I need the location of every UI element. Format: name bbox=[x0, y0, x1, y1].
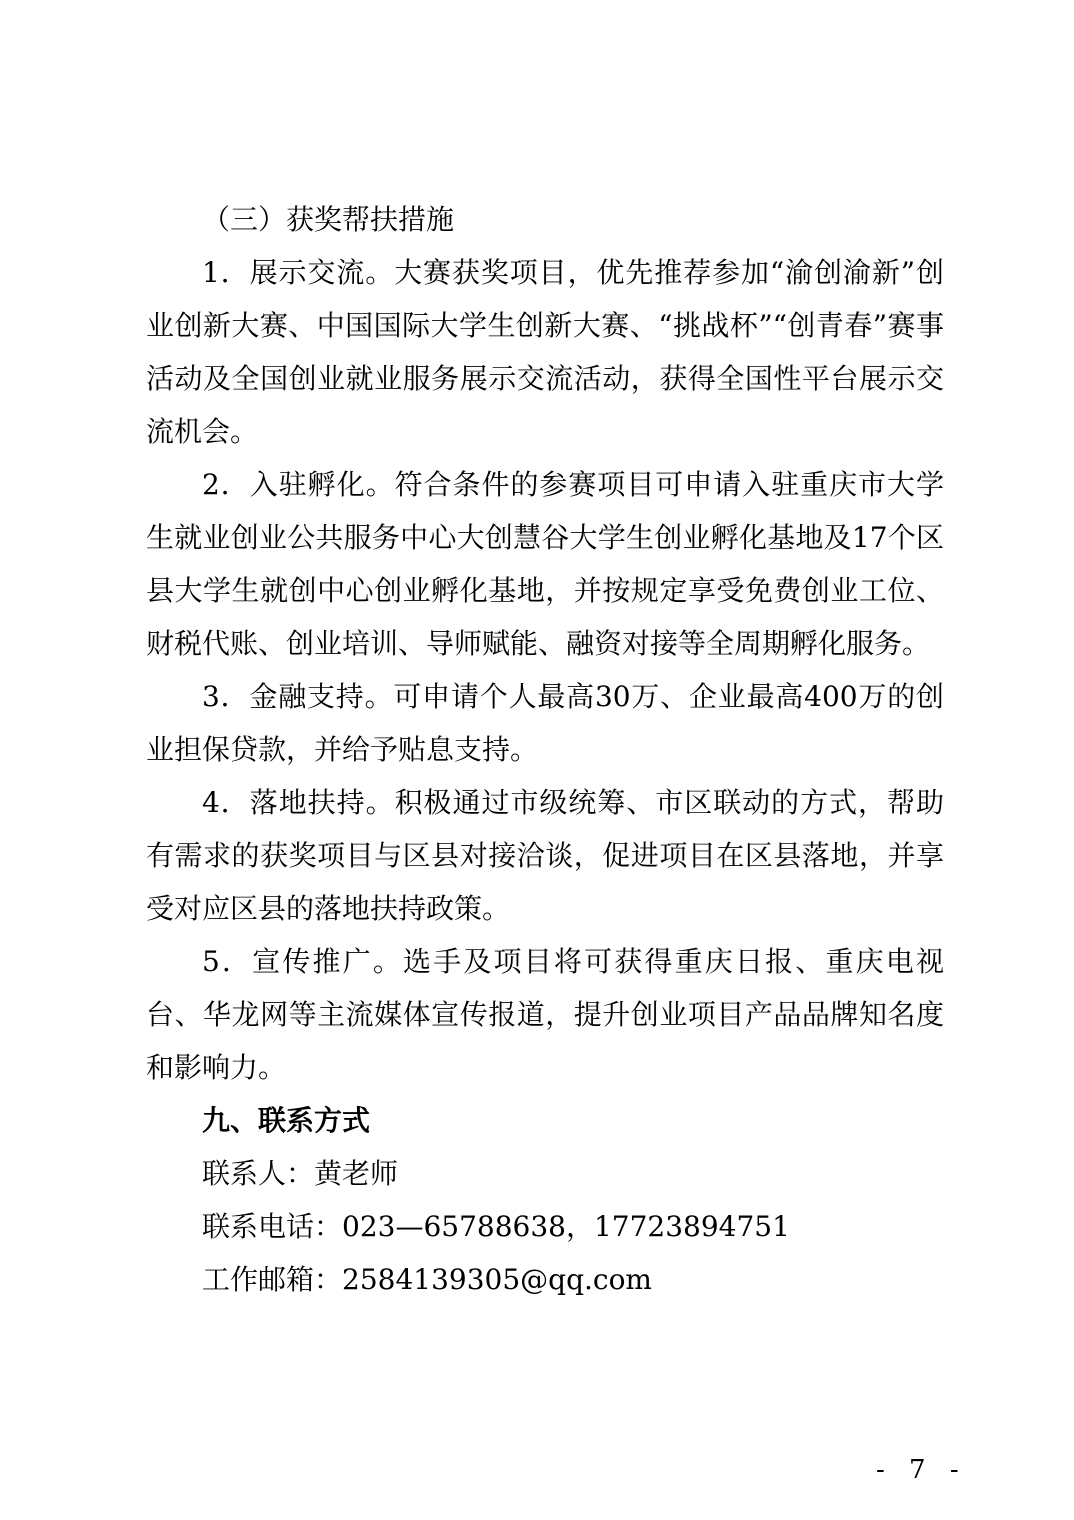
list-item-2: 2．入驻孵化。符合条件的参赛项目可申请入驻重庆市大学生就业创业公共服务中心大创慧谷大学生创业孵化基地及17个区县大学生就创中心创业孵化基地，并按规定享受免费创业工位、财税代账、创业培训、导师赋能、融资对接等全周期孵化服务。 bbox=[146, 468, 944, 660]
page-number: - 7 - bbox=[876, 1455, 967, 1485]
subsection-heading: （三）获奖帮扶措施 bbox=[202, 203, 455, 236]
contact-email: 工作邮箱：2584139305@qq.com bbox=[202, 1263, 652, 1296]
contact-person: 联系人：黄老师 bbox=[202, 1157, 399, 1190]
list-item-5: 5．宣传推广。选手及项目将可获得重庆日报、重庆电视台、华龙网等主流媒体宣传报道，提升创业项目产品品牌知名度和影响力。 bbox=[146, 945, 944, 1084]
contact-phone: 联系电话：023—65788638，17723894751 bbox=[202, 1210, 790, 1243]
list-item-4: 4．落地扶持。积极通过市级统筹、市区联动的方式，帮助有需求的获奖项目与区县对接洽谈，促进项目在区县落地，并享受对应区县的落地扶持政策。 bbox=[146, 786, 944, 925]
list-item-1: 1．展示交流。大赛获奖项目，优先推荐参加“渝创渝新”创业创新大赛、中国国际大学生创新大赛、“挑战杯”“创青春”赛事活动及全国创业就业服务展示交流活动，获得全国性平台展示交流机会。 bbox=[146, 256, 944, 448]
list-item-3: 3．金融支持。可申请个人最高30万、企业最高400万的创业担保贷款，并给予贴息支持。 bbox=[146, 680, 944, 766]
document-body bbox=[146, 193, 944, 1306]
contact-heading: 九、联系方式 bbox=[202, 1104, 371, 1137]
